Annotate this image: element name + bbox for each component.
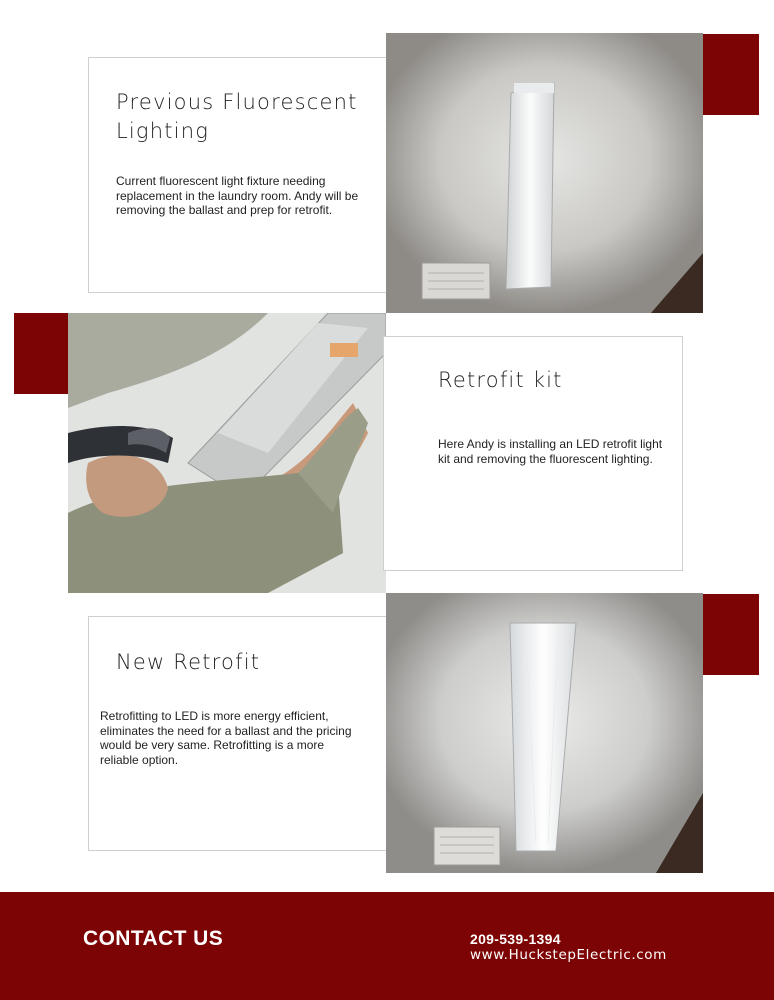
accent-block-middle-left (14, 313, 73, 394)
section-title-new-retrofit: New Retrofit (116, 650, 261, 674)
section-description-new-retrofit: Retrofitting to LED is more energy efficient, eliminates the need for a ballast and the pricing would be very same. Retrofitting is a more reliable option. (100, 709, 352, 767)
accent-block-lower-right (700, 594, 759, 675)
contact-us-heading: CONTACT US (83, 927, 224, 950)
photo-new-fixture (386, 593, 703, 873)
section-description-retrofit-kit: Here Andy is installing an LED retrofit light kit and removing the fluorescent lighting. (438, 437, 663, 466)
section-description-previous: Current fluorescent light fixture needing replacement in the laundry room. Andy will be removing the ballast and prep for retrofit. (116, 174, 359, 217)
section-title-previous: Previous Fluorescent Lighting (116, 90, 358, 143)
section-title-retrofit-kit: Retrofit kit (438, 368, 563, 392)
phone-number[interactable]: 209-539-1394 (470, 931, 561, 947)
photo-old-fixture (386, 33, 703, 313)
website-link[interactable]: www.HuckstepElectric.com (470, 947, 667, 963)
photo-installer (68, 313, 386, 593)
accent-block-top-right (700, 34, 759, 115)
